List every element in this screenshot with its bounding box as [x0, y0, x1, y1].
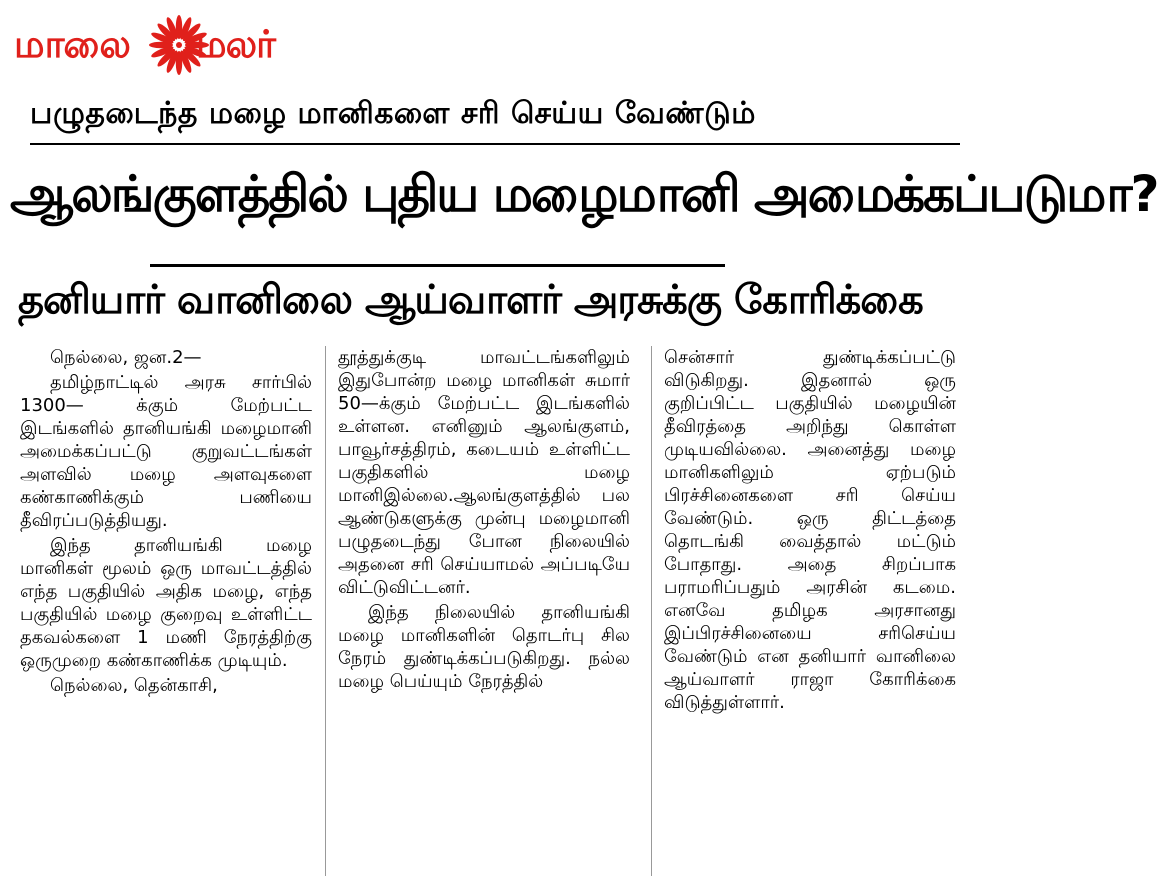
article-column-1: [20, 346, 312, 876]
article-column-2: [338, 346, 630, 876]
masthead-right-word: மலர்: [196, 22, 275, 66]
kicker-rule: [30, 143, 960, 145]
masthead-logo: [8, 14, 328, 94]
paragraph: தூத்துக்குடி மாவட்டங்களிலும் இதுபோன்ற மழை மானிகள் சுமார் 50—க்கும் மேற்பட்ட இடங்களில் உள்ளன. எனினும் ஆலங்குளம், பாவூர்சத்திரம், கடையம் உள்ளிட்ட பகுதிகளில் மழை மானிஇல்லை.ஆலங்குளத்தில் பல ஆண்டுகளுக்கு முன்பு மழைமானி பழுதடைந்து போன நிலையில் அதனை சரி செய்யாமல் அப்படியே விட்டுவிட்டனர்.: [338, 347, 630, 598]
paragraph: இந்த தானியங்கி மழை மானிகள் மூலம் ஒரு மாவட்டத்தில் எந்த பகுதியில் அதிக மழை, எந்த பகுதியில் மழை குறைவு உள்ளிட்ட தகவல்களை 1 மணி நேரத்திற்கு ஒருமுறை கண்காணிக்க முடியும்.: [20, 535, 312, 671]
dateline: நெல்லை, ஜன.2—: [50, 347, 202, 368]
paragraph: சென்சார் துண்டிக்கப்பட்டு விடுகிறது. இதனால் ஒரு குறிப்பிட்ட பகுதியில் மழையின் தீவிரத்தை அறிந்து கொள்ள முடியவில்லை. அனைத்து மழை மானிகளிலும் ஏற்படும் பிரச்சினைகளை சரி செய்ய வேண்டும். ஒரு திட்டத்தை தொடங்கி வைத்தால் மட்டும் போதாது. அதை சிறப்பாக பராமரிப்பதும் அரசின் கடமை. எனவே தமிழக அரசானது இப்பிரச்சினையை சரிசெய்ய வேண்டும் என தனியார் வானிலை ஆய்வாளர் ராஜா கோரிக்கை விடுத்துள்ளார்.: [664, 347, 956, 713]
sub-headline: தனியார் வானிலை ஆய்வாளர் அரசுக்கு கோரிக்கை: [18, 277, 923, 323]
paragraph: இந்த நிலையில் தானியங்கி மழை மானிகளின் தொடர்பு சில நேரம் துண்டிக்கப்படுகிறது. நல்ல மழை பெய்யும் நேரத்தில்: [338, 602, 630, 692]
column-divider: [651, 346, 652, 876]
headline-rule: [150, 264, 725, 267]
main-headline: ஆலங்குளத்தில் புதிய மழைமானி அமைக்கப்படுமா?: [10, 165, 1158, 223]
paragraph: தமிழ்நாட்டில் அரசு சார்பில் 1300— க்கும் மேற்பட்ட இடங்களில் தானியங்கி மழைமானி அமைக்கப்பட்டு குறுவட்டங்கள் அளவில் மழை அளவுகளை கண்காணிக்கும் பணியை தீவிரப்படுத்தியது.: [20, 372, 312, 531]
masthead-left-word: மாலை: [14, 22, 130, 66]
paragraph: நெல்லை, தென்காசி,: [50, 675, 218, 696]
article-column-3: [664, 346, 956, 876]
kicker-headline: பழுதடைந்த மழை மானிகளை சரி செய்ய வேண்டும்: [30, 96, 756, 131]
column-divider: [325, 346, 326, 876]
